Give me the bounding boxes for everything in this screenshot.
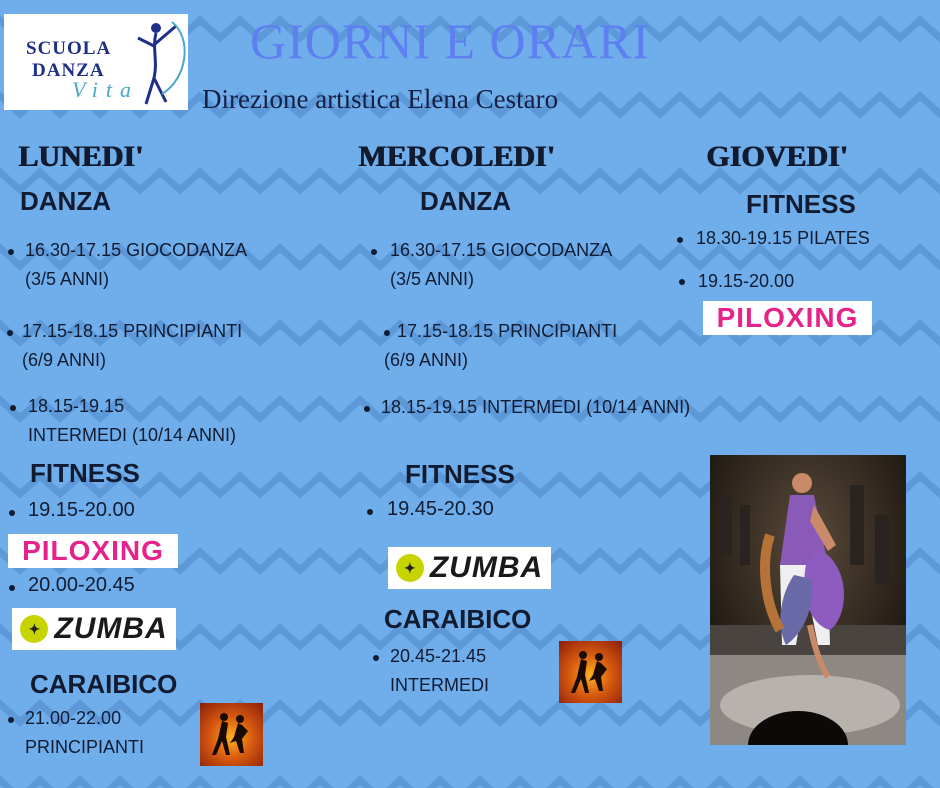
bullet <box>364 406 370 412</box>
piloxing-logo <box>8 534 178 568</box>
dancers-photo <box>710 455 906 745</box>
day-heading-lunedi: LUNEDI' <box>18 140 144 173</box>
section-danza-lunedi: DANZA <box>20 186 111 216</box>
list-item <box>28 392 236 450</box>
bullet <box>373 655 379 661</box>
item-line: INTERMEDI (10/14 ANNI) <box>28 425 237 445</box>
list-item: 19.45-20.30 <box>387 498 494 520</box>
bullet <box>677 237 683 243</box>
bullet <box>7 330 13 336</box>
section-fitness-giovedi: FITNESS <box>746 189 856 219</box>
item-line: PRINCIPIANTI <box>25 737 145 757</box>
logo-line-2: DANZA <box>32 60 105 81</box>
page-title: GIORNI E ORARI <box>250 13 651 69</box>
section-fitness-mercoledi: FITNESS <box>405 459 515 489</box>
item-line: 17.15-18.15 PRINCIPIANTI <box>397 321 618 341</box>
item-line: 21.00-22.00 <box>25 708 122 728</box>
piloxing-label: PILOXING <box>22 535 164 566</box>
list-item <box>390 236 612 294</box>
bullet <box>367 509 373 515</box>
caraibico-dancers-image <box>200 703 263 766</box>
bullet <box>9 585 15 591</box>
zumba-label: ZUMBA <box>54 612 168 645</box>
piloxing-logo <box>703 301 872 335</box>
list-item: 18.30-19.15 PILATES <box>696 228 870 248</box>
section-caraibico-mercoledi: CARAIBICO <box>384 604 532 634</box>
section-danza-mercoledi: DANZA <box>420 186 511 216</box>
zumba-logo <box>12 608 176 650</box>
item-line: 20.45-21.45 <box>390 646 487 666</box>
bullet <box>8 717 14 723</box>
item-line: 18.15-19.15 <box>28 396 125 416</box>
item-line: 16.30-17.15 GIOCODANZA <box>25 240 248 260</box>
logo-line-3: Vita <box>72 77 140 102</box>
piloxing-label: PILOXING <box>716 302 859 333</box>
list-item <box>25 236 247 294</box>
item-line: INTERMEDI <box>390 675 489 695</box>
zumba-icon: ✦ <box>396 554 424 582</box>
scuola-danza-vita-logo <box>4 14 188 110</box>
bullet <box>10 405 16 411</box>
caraibico-dancers-image <box>559 641 622 703</box>
zumba-label: ZUMBA <box>429 551 544 584</box>
item-line: 16.30-17.15 GIOCODANZA <box>390 240 613 260</box>
day-heading-mercoledi: MERCOLEDI' <box>358 140 555 173</box>
section-fitness-lunedi: FITNESS <box>30 458 140 488</box>
item-line: (3/5 ANNI) <box>390 269 475 289</box>
bullet <box>371 249 377 255</box>
item-line: (3/5 ANNI) <box>25 269 110 289</box>
list-item <box>25 704 144 762</box>
list-item: 19.15-20.00 <box>28 499 135 521</box>
list-item <box>384 317 617 375</box>
section-caraibico-lunedi: CARAIBICO <box>30 669 178 699</box>
item-line: (6/9 ANNI) <box>384 350 469 370</box>
page-subtitle: Direzione artistica Elena Cestaro <box>202 84 559 114</box>
list-item <box>390 642 489 700</box>
list-item: 19.15-20.00 <box>698 271 795 291</box>
bullet <box>679 279 685 285</box>
list-item <box>22 317 242 375</box>
zumba-logo <box>388 547 551 589</box>
item-line: 17.15-18.15 PRINCIPIANTI <box>22 321 243 341</box>
list-item: 18.15-19.15 INTERMEDI (10/14 ANNI) <box>381 397 691 417</box>
day-heading-giovedi: GIOVEDI' <box>706 140 848 173</box>
list-item: 20.00-20.45 <box>28 574 135 596</box>
bullet <box>9 510 15 516</box>
item-line: (6/9 ANNI) <box>22 350 107 370</box>
zumba-icon: ✦ <box>20 615 48 643</box>
logo-line-1: SCUOLA <box>26 38 112 59</box>
bullet <box>8 249 14 255</box>
